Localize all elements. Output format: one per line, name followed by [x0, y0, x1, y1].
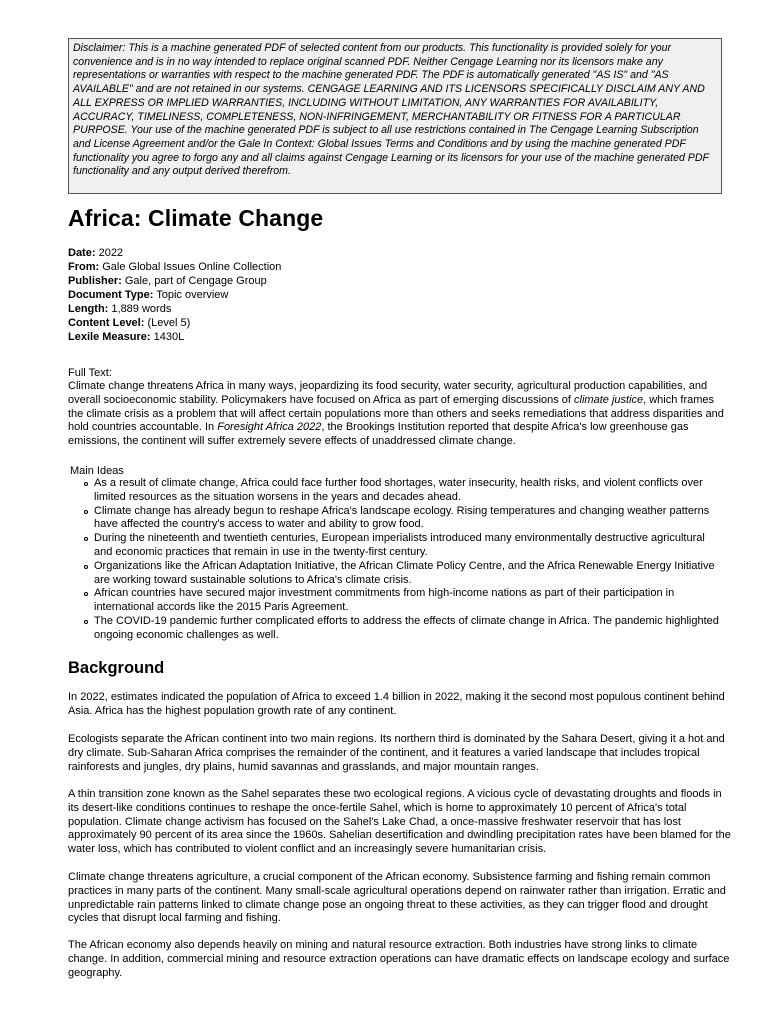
meta-length: Length: 1,889 words [68, 303, 172, 315]
background-paragraph: In 2022, estimates indicated the population of Africa to exceed 1.4 billion in 2022, making it the second most populous continent behind Asia. Africa has the highest population growth rate of any continent. [68, 691, 725, 717]
background-paragraph: Ecologists separate the African continent into two main regions. Its northern third is dominated by the Sahara Desert, giving it a hot and dry climate. Sub-Saharan Africa comprises the remainder of the continent, and it features a varied landscape that includes tropical rainforests and jungles, dry plains, humid savannas and grasslands, and major mountain ranges. [68, 733, 725, 773]
meta-publisher: Publisher: Gale, part of Cengage Group [68, 275, 267, 287]
meta-content-level: Content Level: (Level 5) [68, 317, 191, 329]
background-paragraph: The African economy also depends heavily on mining and natural resource extraction. Both industries have strong links to climate change. In addition, commercial mining and resource extraction operations can have dramatic effects on landscape ecology and surface geography. [68, 939, 730, 979]
meta-date: Date: 2022 [68, 247, 124, 259]
disclaimer-box: Disclaimer: This is a machine generated PDF of selected content from our products. This functionality is provided solely for your convenience and is in no way intended to replace original scanned PDF. Neither Cengage Learning nor its licensors make any representations or warranties with respect to the machine generated PDF. The PDF is automatically generated "AS IS" and "AS AVAILABLE" and are not retained in our systems. CENGAGE LEARNING AND ITS LICENSORS SPECIFICALLY DISCLAIM ANY AND ALL EXPRESS OR IMPLIED WARRANTIES, INCLUDING WITHOUT LIMITATION, ANY WARRANTIES FOR AVAILABILITY, ACCURACY, TIMELINESS, COMPLETENESS, NON-INFRINGEMENT, MERCHANTABILITY OR FITNESS FOR A PARTICULAR PURPOSE. Your use of the machine generated PDF is subject to all use restrictions contained in The Cengage Learning Subscription and License Agreement and/or the Gale In Context: Global Issues Terms and Conditions and by using the machine generated PDF functionality you agree to forgo any and all claims against Cengage Learning or its licensors for your use of the machine generated PDF functionality and any output derived therefrom. [68, 38, 722, 194]
main-ideas-list [82, 477, 722, 643]
list-item: During the nineteenth and twentieth centuries, European imperialists introduced many environmentally destructive agricultural and economic practices that remain in use in the twenty-first century. [82, 532, 722, 560]
list-item: Climate change has already begun to reshape Africa's landscape ecology. Rising temperatures and changing weather patterns have affected the country's access to water and ability to grow food. [82, 505, 722, 533]
metadata-block [68, 246, 281, 344]
meta-document-type: Document Type: Topic overview [68, 289, 229, 301]
meta-lexile: Lexile Measure: 1430L [68, 331, 185, 343]
list-item: As a result of climate change, Africa could face further food shortages, water insecurity, health risks, and violent conflicts over limited resources as the situation worsens in the years and decades ahead. [82, 477, 722, 505]
intro-paragraph: Climate change threatens Africa in many ways, jeopardizing its food security, water security, agricultural production capabilities, and overall socioeconomic stability. Policymakers have focused on Africa as part of emerging discussions of climate justice, which frames the climate crisis as a problem that will affect certain populations more than others and seeks remediations that address disparities and hold countries accountable. In Foresight Africa 2022, the Brookings Institution reported that despite Africa's low greenhouse gas emissions, the continent will suffer extremely severe effects of unaddressed climate change. [68, 380, 724, 448]
section-heading-background: Background [68, 659, 165, 677]
background-paragraph: Climate change threatens agriculture, a crucial component of the African economy. Subsistence farming and fishing remain common practices in many parts of the continent. Many small-scale agricultural operations depend on rainwater rather than irrigation. Erratic and unpredictable rain patterns linked to climate change pose an ongoing threat to these activities, as they can trigger flood and drought cycles that disrupt local farming and fishing. [68, 871, 726, 925]
background-paragraph: A thin transition zone known as the Sahel separates these two ecological regions. A vicious cycle of devastating droughts and floods in its desert-like conditions continues to reshape the once-fertile Sahel, which is home to approximately 10 percent of Africa's total population. Climate change activism has focused on the Sahel's Lake Chad, a once-massive freshwater reservoir that has lost approximately 90 percent of its area since the 1960s. Sahelian desertification and dwindling precipitation rates have been blamed for the water loss, which has contributed to violent conflict and an increasingly severe humanitarian crisis. [68, 788, 731, 856]
full-text-label: Full Text: [68, 367, 112, 379]
list-item: Organizations like the African Adaptation Initiative, the African Climate Policy Centre, and the Africa Renewable Energy Initiative are working toward sustainable solutions to Africa's climate crisis. [82, 560, 722, 588]
page-title: Africa: Climate Change [68, 205, 324, 231]
main-ideas-label: Main Ideas [70, 465, 124, 477]
list-item: African countries have secured major investment commitments from high-income nations as part of their participation in international accords like the 2015 Paris Agreement. [82, 587, 722, 615]
list-item: The COVID-19 pandemic further complicated efforts to address the effects of climate change in Africa. The pandemic highlighted ongoing economic challenges as well. [82, 615, 722, 643]
meta-from: From: Gale Global Issues Online Collection [68, 261, 282, 273]
